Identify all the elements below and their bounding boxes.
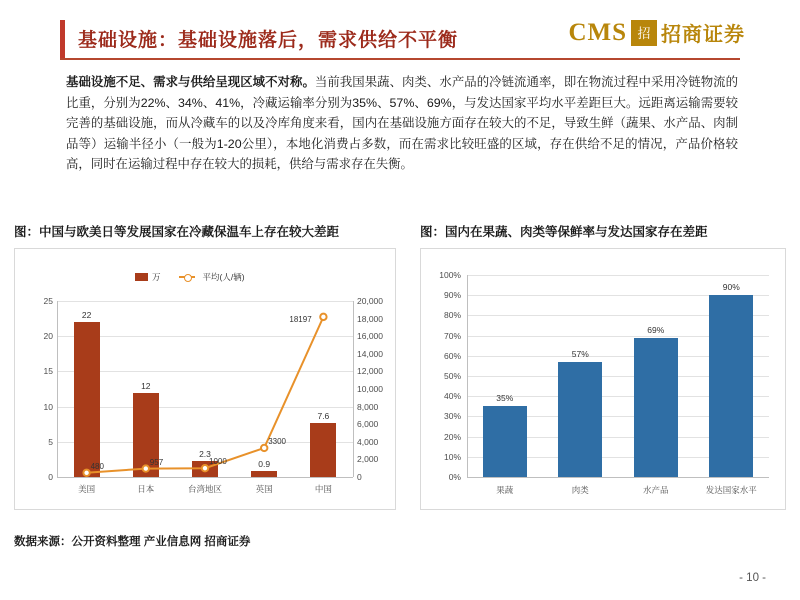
bar-value-label-1: 12 bbox=[141, 380, 151, 391]
ytick-0: 0% bbox=[448, 472, 461, 482]
ytick-right-5: 10,000 bbox=[357, 384, 383, 394]
bar-value-label-1: 57% bbox=[571, 348, 589, 359]
ytick-4: 40% bbox=[443, 391, 461, 402]
bar-3 bbox=[709, 295, 753, 477]
legend-line-series bbox=[179, 276, 195, 278]
gridline-left-3 bbox=[57, 371, 353, 372]
ytick-9: 90% bbox=[443, 290, 461, 301]
bar-value-label-2: 69% bbox=[647, 324, 665, 335]
logo-mark-icon: 招 bbox=[631, 20, 657, 46]
body-lead: 基础设施不足、需求与供给呈现区域不对称。 bbox=[66, 75, 315, 89]
title-underline bbox=[60, 58, 740, 60]
ytick-right-1: 2,000 bbox=[357, 454, 379, 465]
bar-1 bbox=[558, 362, 602, 477]
chart-caption-right: 图：国内在果蔬、肉类等保鲜率与发达国家存在差距 bbox=[420, 225, 708, 239]
xtick-3: 英国 bbox=[255, 484, 273, 494]
xtick-4: 中国 bbox=[314, 484, 332, 494]
x-axis bbox=[467, 477, 769, 478]
ytick-right-4: 8,000 bbox=[357, 401, 379, 412]
y-axis-right bbox=[353, 301, 354, 477]
bar-3 bbox=[251, 471, 277, 477]
ytick-right-7: 14,000 bbox=[357, 348, 383, 359]
body-text: 当前我国果蔬、肉类、水产品的冷链流通率，即在物流过程中采用冷链物流的比重，分别为22%、34%、41%，冷藏运输率分别为35%、57%、69%，与发达国家平均水平差距巨大。远距离运输需要较完善的基础设施，而从冷藏车的以及冷库角度来看，国内在基础设施方面存在较大的不足，导致生鲜（蔬果、水产品、肉制品等）运输半径小（一般为1-20公里），本地化消费占多数，而在需求比较旺盛的区域，存在供给不足的情况，产品价格较高，同时在运输过程中存在较大的损耗，供给与需求存在失衡。 bbox=[66, 75, 739, 171]
source-note: 数据来源：公开资料整理 产业信息网 招商证券 bbox=[14, 536, 251, 548]
chart-legend-left bbox=[135, 271, 245, 283]
bar-value-label-3: 90% bbox=[722, 282, 740, 293]
ytick-10: 100% bbox=[439, 270, 461, 280]
ytick-right-6: 12,000 bbox=[357, 366, 383, 377]
gridline-left-4 bbox=[57, 336, 353, 337]
ytick-right-8: 16,000 bbox=[357, 331, 383, 342]
ytick-left-3: 15 bbox=[43, 366, 53, 377]
legend-label-line: 平均(人/辆) bbox=[202, 272, 245, 282]
line-value-label-3: 3300 bbox=[268, 436, 286, 446]
ytick-right-9: 18,000 bbox=[357, 313, 383, 324]
gridline-right-10 bbox=[467, 275, 769, 276]
y-axis bbox=[467, 275, 468, 477]
bar-value-label-2: 2.3 bbox=[199, 448, 211, 459]
bar-2 bbox=[634, 338, 678, 477]
ytick-1: 10% bbox=[443, 451, 461, 462]
ytick-right-2: 4,000 bbox=[357, 436, 379, 447]
page-title: 基础设施：基础设施落后，需求供给不平衡 bbox=[78, 30, 459, 51]
ytick-8: 80% bbox=[443, 310, 461, 321]
ytick-6: 60% bbox=[443, 350, 461, 361]
page-number: - 10 - bbox=[739, 572, 766, 584]
xtick-0: 果蔬 bbox=[496, 485, 514, 495]
body-paragraph bbox=[66, 72, 738, 175]
ytick-left-4: 20 bbox=[43, 331, 53, 342]
ytick-5: 50% bbox=[443, 371, 461, 381]
line-value-label-4: 18197 bbox=[289, 314, 312, 324]
title-accent-bar bbox=[60, 20, 65, 58]
gridline-left-2 bbox=[57, 407, 353, 408]
company-logo bbox=[568, 18, 745, 47]
gridline-left-1 bbox=[57, 442, 353, 443]
ytick-right-0: 0 bbox=[357, 472, 362, 482]
bar-chart-preservation-rate bbox=[421, 249, 785, 509]
xtick-2: 台湾地区 bbox=[187, 484, 222, 494]
bar-0 bbox=[74, 322, 100, 477]
logo-chinese-text: 招商证券 bbox=[661, 24, 745, 46]
y-axis-left bbox=[57, 301, 58, 477]
gridline-left-5 bbox=[57, 301, 353, 302]
bar-value-label-4: 7.6 bbox=[317, 411, 330, 422]
ytick-right-3: 6,000 bbox=[357, 419, 379, 430]
ytick-right-10: 20,000 bbox=[357, 296, 383, 306]
ytick-2: 20% bbox=[443, 431, 461, 442]
ytick-left-2: 10 bbox=[43, 401, 53, 412]
ytick-left-1: 5 bbox=[48, 436, 53, 447]
chart-caption-left: 图：中国与欧美日等发展国家在冷藏保温车上存在较大差距 bbox=[14, 225, 340, 239]
combo-chart-cold-chain-vehicles bbox=[15, 249, 395, 509]
bar-value-label-3: 0.9 bbox=[258, 458, 271, 469]
xtick-1: 日本 bbox=[137, 484, 155, 494]
xtick-3: 发达国家水平 bbox=[705, 485, 757, 495]
bar-4 bbox=[310, 423, 336, 477]
ytick-left-5: 25 bbox=[43, 296, 53, 306]
x-axis bbox=[57, 477, 353, 478]
line-value-label-0: 480 bbox=[90, 461, 104, 471]
xtick-2: 水产品 bbox=[642, 485, 669, 495]
xtick-1: 肉类 bbox=[571, 485, 589, 495]
ytick-3: 30% bbox=[443, 411, 461, 422]
logo-cms-text: CMS bbox=[568, 18, 627, 46]
xtick-0: 美国 bbox=[78, 484, 96, 494]
bar-value-label-0: 35% bbox=[496, 393, 514, 404]
line-value-label-1: 957 bbox=[149, 457, 164, 467]
ytick-7: 70% bbox=[443, 330, 461, 341]
ytick-left-0: 0 bbox=[48, 472, 53, 482]
chart-panel-left bbox=[14, 248, 396, 510]
legend-swatch-bar bbox=[135, 273, 148, 281]
bar-0 bbox=[483, 406, 527, 477]
chart-panel-right bbox=[420, 248, 786, 510]
bar-value-label-0: 22 bbox=[81, 310, 92, 321]
legend-label-bar: 万 bbox=[152, 272, 161, 282]
line-value-label-2: 1000 bbox=[209, 457, 227, 467]
